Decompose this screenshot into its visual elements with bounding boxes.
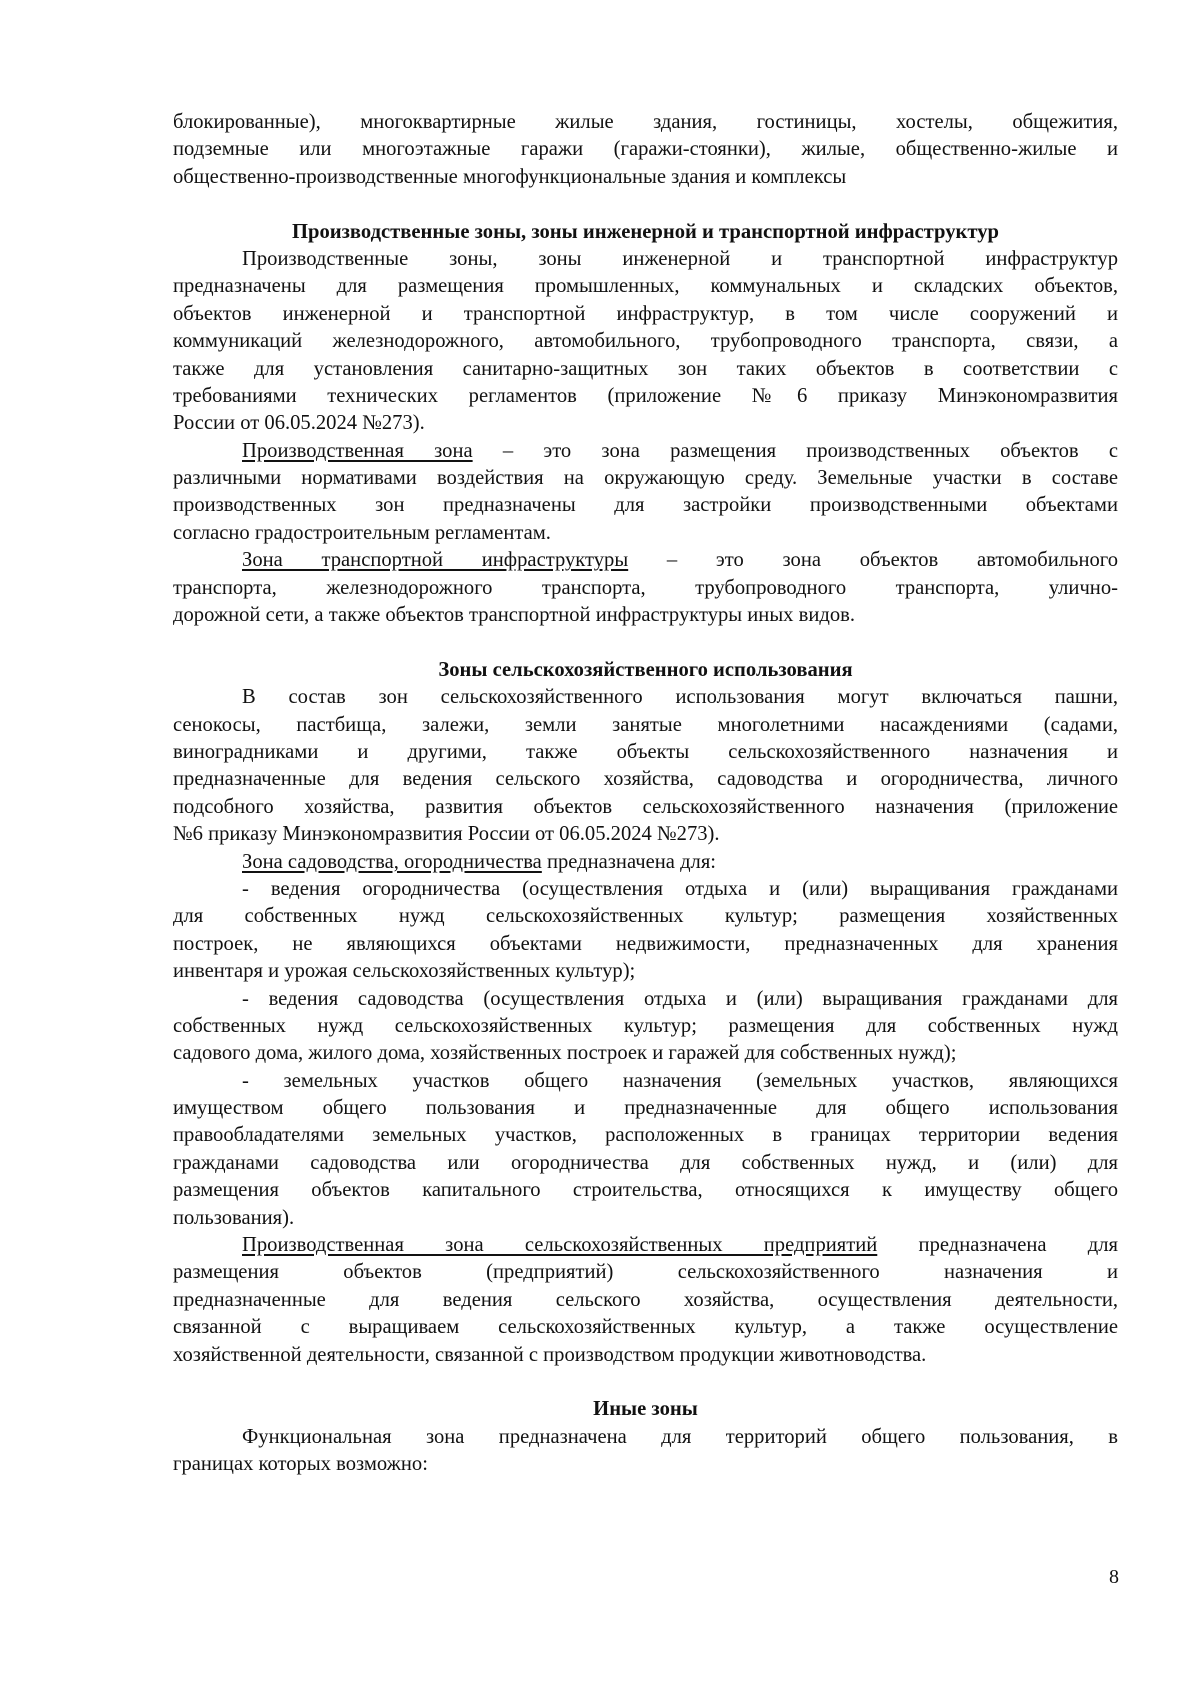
paragraph (173, 684, 1118, 848)
defined-term: Производственная зона сельскохозяйственных предприятий (242, 1234, 878, 1257)
text-line (173, 547, 1118, 574)
paragraph (173, 246, 1118, 438)
text-line: инвентаря и урожая сельскохозяйственных культур); (173, 960, 636, 983)
list-item (173, 986, 1118, 1068)
text-segment: предназначена для: (541, 850, 717, 873)
paragraph (173, 1424, 1118, 1479)
text-line: размещения объектов (предприятий) сельскохозяйственного назначения и (173, 1261, 1118, 1284)
paragraph (173, 1232, 1118, 1369)
defined-term: Зона садоводства, огородничества (242, 850, 542, 873)
section-heading: Иные зоны (593, 1398, 698, 1421)
text-line: транспорта, железнодорожного транспорта, трубопроводного транспорта, улично- (173, 576, 1118, 599)
text-line: садового дома, жилого дома, хозяйственных построек и гаражей для собственных нужд); (173, 1042, 957, 1065)
text-line: построек, не являющихся объектами недвижимости, предназначенных для хранения (173, 932, 1118, 955)
list-item (173, 1068, 1118, 1232)
text-line: - ведения садоводства (осуществления отдыха и (или) выращивания гражданами для (242, 987, 1118, 1010)
text-segment: предназначена для (877, 1234, 1118, 1257)
text-line: границах которых возможно: (173, 1453, 428, 1476)
text-line: В состав зон сельскохозяйственного использования могут включаться пашни, (242, 686, 1118, 709)
text-line: объектов инженерной и транспортной инфраструктур, в том числе сооружений и (173, 302, 1118, 325)
page-number: 8 (1109, 1566, 1119, 1588)
text-line: предназначенные для ведения сельского хозяйства, садоводства и огородничества, личного (173, 768, 1118, 791)
text-line: связанной с выращиваем сельскохозяйственных культур, а также осуществление (173, 1316, 1118, 1339)
section-other (173, 1396, 1118, 1478)
text-line (173, 438, 1118, 465)
text-line: России от 06.05.2024 №273). (173, 412, 425, 435)
text-line: - ведения огородничества (осуществления отдыха и (или) выращивания гражданами (242, 877, 1118, 900)
text-line: коммуникаций железнодорожного, автомобильного, трубопроводного транспорта, связи, а (173, 330, 1118, 353)
text-segment: – это зона размещения производственных объектов с (472, 439, 1119, 462)
text-line: подземные или многоэтажные гаражи (гаражи-стоянки), жилые, общественно-жилые и (173, 138, 1118, 161)
text-line: пользования). (173, 1206, 295, 1229)
text-line: предназначенные для ведения сельского хозяйства, осуществления деятельности, (173, 1288, 1118, 1311)
spacer (173, 1369, 1118, 1396)
section-agricultural (173, 657, 1118, 1369)
text-line: согласно градостроительным регламентам. (173, 521, 551, 544)
defined-term: Производственная зона (242, 439, 473, 462)
text-line (173, 1232, 1118, 1259)
text-line: блокированные), многоквартирные жилые здания, гостиницы, хостелы, общежития, (173, 111, 1118, 133)
text-line: для собственных нужд сельскохозяйственных культур; размещения хозяйственных (173, 905, 1118, 928)
paragraph (173, 547, 1118, 629)
text-line: производственных зон предназначены для застройки производственными объектами (173, 494, 1118, 517)
intro-paragraph (173, 109, 1118, 191)
text-segment: – это зона объектов автомобильного (628, 549, 1118, 572)
paragraph (173, 438, 1118, 548)
spacer (173, 629, 1118, 656)
text-line: размещения объектов капитального строительства, относящихся к имуществу общего (173, 1179, 1118, 1202)
text-line: сенокосы, пастбища, залежи, земли занятые многолетними насаждениями (садами, (173, 713, 1118, 736)
text-line: виноградниками и другими, также объекты сельскохозяйственного назначения и (173, 740, 1118, 763)
text-line: хозяйственной деятельности, связанной с производством продукции животноводства. (173, 1343, 927, 1366)
text-line: также для установления санитарно-защитных зон таких объектов в соответствии с (173, 357, 1118, 380)
section-heading: Производственные зоны, зоны инженерной и транспортной инфраструктур (292, 220, 999, 243)
text-line: №6 приказу Минэкономразвития России от 06.05.2024 №273). (173, 823, 720, 846)
text-line: предназначены для размещения промышленных, коммунальных и складских объектов, (173, 275, 1118, 298)
text-line: различными нормативами воздействия на окружающую среду. Земельные участки в составе (173, 467, 1118, 490)
paragraph (173, 849, 1118, 876)
text-line (173, 849, 1118, 876)
defined-term: Зона транспортной инфраструктуры (242, 549, 629, 572)
text-line: подсобного хозяйства, развития объектов сельскохозяйственного назначения (приложение (173, 795, 1118, 818)
list-item (173, 876, 1118, 986)
text-line: требованиями технических регламентов (приложение №6 приказу Минэкономразвития (173, 384, 1118, 407)
page-body (173, 109, 1118, 1479)
spacer (173, 191, 1118, 218)
text-line: - земельных участков общего назначения (земельных участков, являющихся (242, 1069, 1118, 1092)
text-line: правообладателями земельных участков, расположенных в границах территории ведения (173, 1124, 1118, 1147)
text-line: гражданами садоводства или огородничества для собственных нужд, и (или) для (173, 1151, 1118, 1174)
text-line: имуществом общего пользования и предназначенные для общего использования (173, 1097, 1118, 1120)
text-line: Функциональная зона предназначена для территорий общего пользования, в (242, 1425, 1118, 1448)
text-line: общественно-производственные многофункциональные здания и комплексы (173, 165, 847, 188)
text-line: Производственные зоны, зоны инженерной и транспортной инфраструктур (242, 247, 1118, 270)
text-line: дорожной сети, а также объектов транспортной инфраструктуры иных видов. (173, 604, 856, 627)
section-industrial (173, 219, 1118, 630)
section-heading: Зоны сельскохозяйственного использования (438, 658, 853, 681)
text-line: собственных нужд сельскохозяйственных культур; размещения для собственных нужд (173, 1014, 1118, 1037)
